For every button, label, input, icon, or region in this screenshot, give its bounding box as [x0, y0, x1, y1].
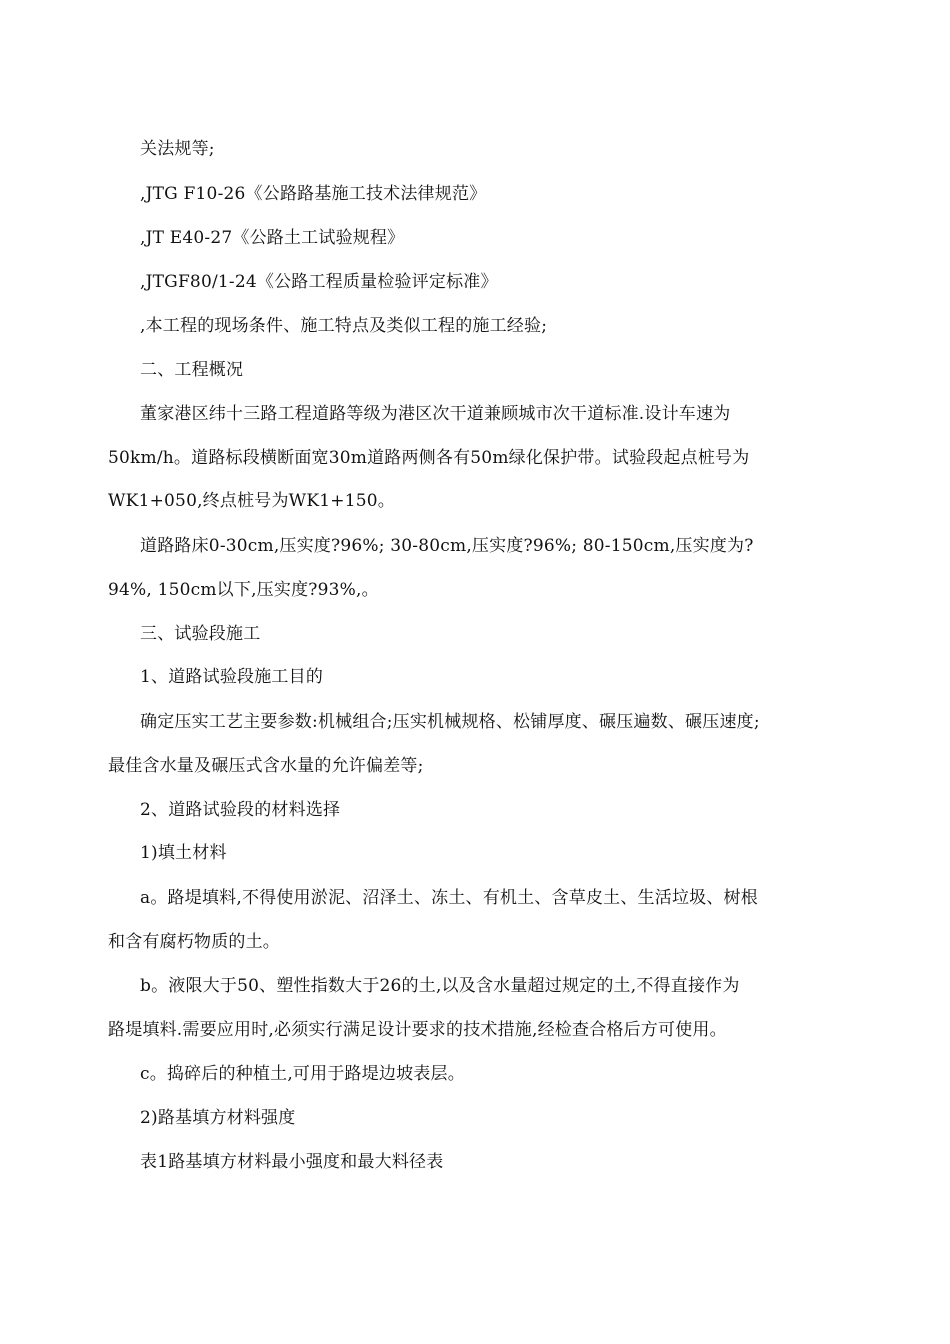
text-line: 路堤填料.需要应用时,必须实行满足设计要求的技术措施,经检查合格后方可使用。 — [108, 1020, 727, 1040]
text-line: ,JTGF80/1-24《公路工程质量检验评定标准》 — [140, 272, 498, 292]
text-line: 确定压实工艺主要参数:机械组合;压实机械规格、松铺厚度、碾压遍数、碾压速度; — [140, 712, 760, 732]
text-line: 道路路床0-30cm,压实度?96%; 30-80cm,压实度?96%; 80-150cm,压实度为? — [140, 536, 754, 556]
section-heading: 三、试验段施工 — [140, 624, 261, 644]
text-line: 董家港区纬十三路工程道路等级为港区次干道兼顾城市次干道标准.设计车速为 — [140, 404, 731, 424]
text-line: ,本工程的现场条件、施工特点及类似工程的施工经验; — [140, 316, 548, 336]
subsection-heading: 1、道路试验段施工目的 — [140, 667, 324, 687]
text-line: c。捣碎后的种植土,可用于路堤边坡表层。 — [140, 1064, 465, 1084]
text-line: 94%, 150cm以下,压实度?93%,。 — [108, 580, 379, 600]
text-line: a。路堤填料,不得使用淤泥、沼泽土、冻土、有机土、含草皮土、生活垃圾、树根 — [140, 888, 758, 908]
subsection-heading: 2)路基填方材料强度 — [140, 1108, 296, 1128]
table-caption: 表1路基填方材料最小强度和最大料径表 — [140, 1152, 444, 1172]
text-line: b。液限大于50、塑性指数大于26的土,以及含水量超过规定的土,不得直接作为 — [140, 976, 740, 996]
text-line: ,JTG F10-26《公路路基施工技术法律规范》 — [140, 184, 487, 204]
text-line: 50km/h。道路标段横断面宽30m道路两侧各有50m绿化保护带。试验段起点桩号为 — [108, 448, 750, 468]
section-heading: 二、工程概况 — [140, 360, 244, 380]
text-line: ,JT E40-27《公路土工试验规程》 — [140, 228, 405, 248]
text-line: WK1+050,终点桩号为WK1+150。 — [108, 491, 395, 511]
subsection-heading: 1)填土材料 — [140, 843, 227, 863]
text-line: 关法规等; — [140, 139, 215, 159]
text-line: 最佳含水量及碾压式含水量的允许偏差等; — [108, 756, 424, 776]
text-line: 和含有腐朽物质的土。 — [108, 932, 280, 952]
subsection-heading: 2、道路试验段的材料选择 — [140, 800, 341, 820]
